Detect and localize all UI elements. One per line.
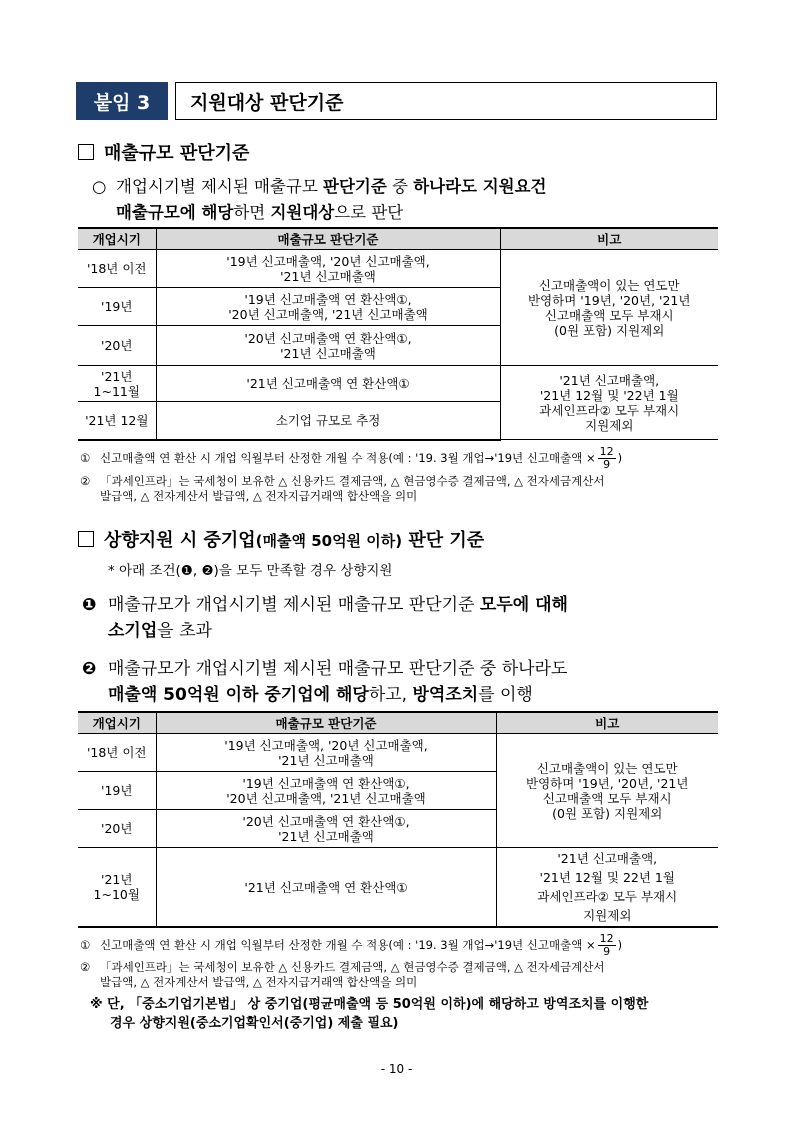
table2-note-2: ② 「과세인프라」는 국세청이 보유한 △ 신용카드 결제금액, △ 현금영수증 결제금액, △ 전자세금계산서 발급액, △ 전자계산서 발급액, △ 전자지급거래액 합산액을 의미 <box>80 960 605 989</box>
section1-heading <box>78 139 249 165</box>
table-row: '21년 1~10월 '21년 신고매출액 연 환산액① '21년 신고매출액, '21년 12월 및 22년 1월 과세인프라② 모두 부재시 지원제외 <box>78 848 718 928</box>
table2-note-1: ① 신고매출액 연 환산 시 개업 익월부터 산정한 개월 수 적용(예 : '19. 3월 개업→'19년 신고매출액 × $\frac{12}{9}$ ) <box>80 932 623 958</box>
table-row: '20년 '20년 신고매출액 연 환산액①, '21년 신고매출액 <box>78 810 718 848</box>
table-row: '19년 '19년 신고매출액 연 환산액①, '20년 신고매출액, '21년 신고매출액 <box>78 288 718 326</box>
condition-2: ❷ 매출규모가 개업시기별 제시된 매출규모 판단기준 중 하나라도 매출액 50억원 이하 중기업에 해당하고, 방역조치를 이행 <box>82 656 722 708</box>
number-two-icon: ❷ <box>82 659 97 679</box>
remark-cell: '21년 신고매출액, '21년 12월 및 '22년 1월 과세인프라② 모두 부재시 지원제외 <box>500 366 718 440</box>
col-header-period: 개업시기 <box>78 712 156 734</box>
page-number: - 10 - <box>380 1062 413 1076</box>
criteria-table-1 <box>78 227 718 441</box>
col-header-period: 개업시기 <box>78 228 156 250</box>
table-row: '19년 '19년 신고매출액 연 환산액①, '20년 신고매출액, '21년 신고매출액 <box>78 772 718 810</box>
criteria-table-2 <box>78 711 718 928</box>
table-row: '21년 12월 소기업 규모로 추정 <box>78 402 718 440</box>
col-header-remark: 비고 <box>496 712 718 734</box>
remark-cell: 신고매출액이 있는 연도만 반영하며 '19년, '20년, '21년 신고매출액 모두 부재시 (0원 포함) 지원제외 <box>500 250 718 366</box>
section2-subnote: * 아래 조건(❶, ❷)을 모두 만족할 경우 상향지원 <box>108 563 393 579</box>
table1-note-1: ① 신고매출액 연 환산 시 개업 익월부터 산정한 개월 수 적용(예 : '19. 3월 개업→'19년 신고매출액 × $\frac{12}{9}$ ) <box>80 445 623 471</box>
table1-note-2: ② 「과세인프라」는 국세청이 보유한 △ 신용카드 결제금액, △ 현금영수증 결제금액, △ 전자세금계산서 발급액, △ 전자계산서 발급액, △ 전자지급거래액 합산액을 의미 <box>80 474 605 503</box>
fraction: $\frac{12}{9}$ <box>599 932 614 958</box>
section1-heading-text: 매출규모 판단기준 <box>104 143 250 164</box>
section2-heading: 상향지원 시 중기업(매출액 50억원 이하) 판단 기준 <box>78 526 484 552</box>
col-header-remark: 비고 <box>500 228 718 250</box>
fraction: $\frac{12}{9}$ <box>599 445 614 471</box>
checkbox-square-icon <box>78 144 94 160</box>
page-title: 지원대상 판단기준 <box>175 82 717 120</box>
checkbox-square-icon <box>78 531 94 547</box>
section1-intro: ○ 개업시기별 제시된 매출규모 판단기준 중 하나라도 지원요건 매출규모에 해당하면 지원대상으로 판단 <box>92 174 722 226</box>
remark-cell: 신고매출액이 있는 연도만 반영하며 '19년, '20년, '21년 신고매출액 모두 부재시 (0원 포함) 지원제외 <box>496 734 718 848</box>
circle-bullet-icon: ○ <box>92 177 107 196</box>
table-row: '20년 '20년 신고매출액 연 환산액①, '21년 신고매출액 <box>78 326 718 366</box>
table-row: '18년 이전 '19년 신고매출액, '20년 신고매출액, '21년 신고매출액 신고매출액이 있는 연도만 반영하며 '19년, '20년, '21년 신고매출액 모두 부재시 (0원 포함) 지원제외 <box>78 734 718 772</box>
table-row: '18년 이전 '19년 신고매출액, '20년 신고매출액, '21년 신고매출액 신고매출액이 있는 연도만 반영하며 '19년, '20년, '21년 신고매출액 모두 부재시 (0원 포함) 지원제외 <box>78 250 718 288</box>
number-one-icon: ❶ <box>82 595 97 615</box>
upgrade-support-footnote: ※ 단, 「중소기업기본법」 상 중기업(평균매출액 등 50억원 이하)에 해당하고 방역조치를 이행한 경우 상향지원(중소기업확인서(중기업) 제출 필요) <box>90 997 649 1031</box>
table-header-row <box>78 712 718 734</box>
appendix-tag: 붙임 3 <box>76 82 168 120</box>
condition-1: ❶ 매출규모가 개업시기별 제시된 매출규모 판단기준 모두에 대해 소기업을 초과 <box>82 592 722 644</box>
table-header-row <box>78 228 718 250</box>
col-header-criteria: 매출규모 판단기준 <box>156 712 496 734</box>
remark-cell: '21년 신고매출액, '21년 12월 및 22년 1월 과세인프라② 모두 부재시 지원제외 <box>496 848 718 928</box>
table-row: '21년 1~11월 '21년 신고매출액 연 환산액① '21년 신고매출액, '21년 12월 및 '22년 1월 과세인프라② 모두 부재시 지원제외 <box>78 366 718 402</box>
col-header-criteria: 매출규모 판단기준 <box>156 228 500 250</box>
